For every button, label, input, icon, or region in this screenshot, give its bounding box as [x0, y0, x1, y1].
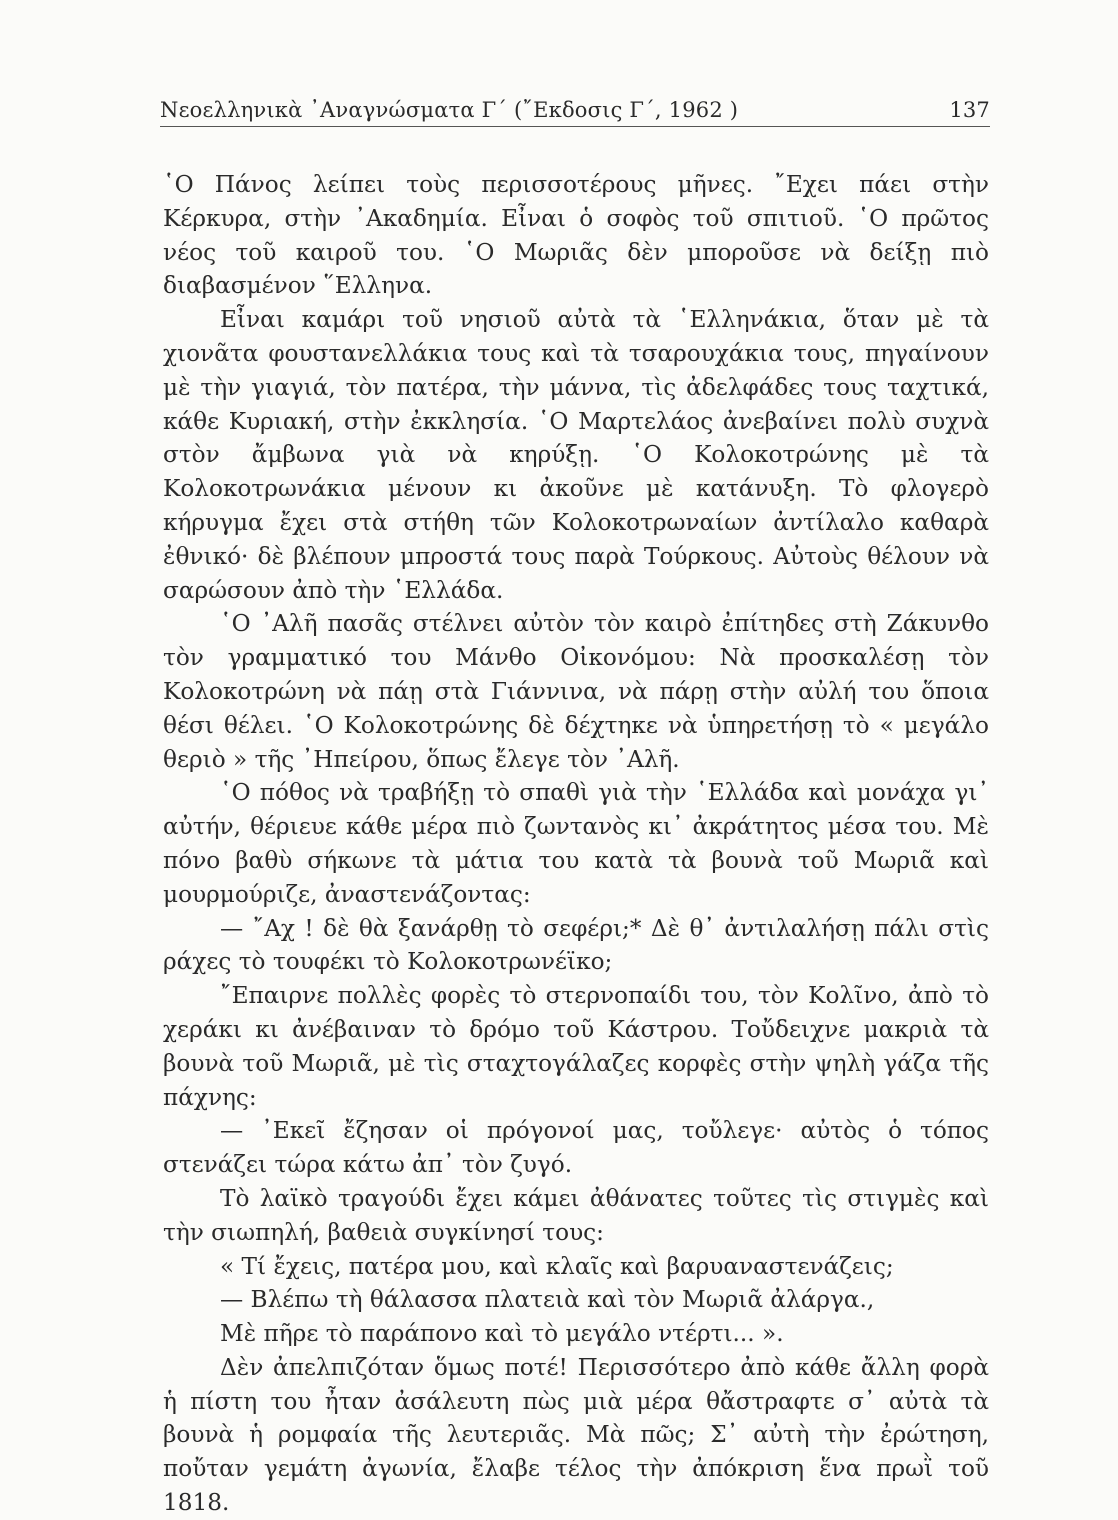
song-verse: Μὲ πῆρε τὸ παράπονο καὶ τὸ μεγάλο ντέρτι... ». [220, 1320, 784, 1348]
body-text [163, 168, 989, 1520]
page-number: 137 [949, 98, 990, 122]
dialogue-line: — ᾿Εκεῖ ἔζησαν οἱ πρόγονοί μας, τοὔλεγε· αὐτὸς ὁ τόπος στενάζει τώρα κάτω ἀπ᾿ τὸν ζυγό. [163, 1117, 989, 1179]
paragraph: ῾Ο πόθος νὰ τραβήξῃ τὸ σπαθὶ γιὰ τὴν ῾Ελλάδα καὶ μονάχα γι᾿ αὐτήν, θέριευε κάθε μέρα πιὸ ζωντανὸς κι᾿ ἀκράτητος μέσα του. Μὲ πόνο βαθὺ σήκωνε τὰ μάτια του κατὰ τὰ βουνὰ τοῦ Μωριᾶ καὶ μουρμούριζε, ἀναστενάζοντας: [163, 779, 989, 908]
paragraph: Τὸ λαϊκὸ τραγούδι ἔχει κάμει ἀθάνατες τοῦτες τὶς στιγμὲς καὶ τὴν σιωπηλή, βαθειὰ συγκίνησί τους: [163, 1184, 989, 1246]
dialogue-line: — ῎Αχ ! δὲ θὰ ξανάρθῃ τὸ σεφέρι;* Δὲ θ᾿ ἀντιλαλήσῃ πάλι στὶς ράχες τὸ τουφέκι τὸ Κολοκοτρωνέϊκο; [163, 914, 989, 976]
paragraph: ῾Ο Πάνος λείπει τοὺς περισσοτέρους μῆνες. ῎Εχει πάει στὴν Κέρκυρα, στὴν ᾿Ακαδημία. Εἶναι ὁ σοφὸς τοῦ σπιτιοῦ. ῾Ο πρῶτος νέος τοῦ καιροῦ του. ῾Ο Μωριᾶς δὲν μποροῦσε νὰ δείξῃ πιὸ διαβασμένον ῞Ελληνα. [163, 171, 989, 300]
page-header [160, 96, 990, 127]
song-verse: — Βλέπω τὴ θάλασσα πλατειὰ καὶ τὸν Μωριᾶ ἀλάργα., [220, 1286, 875, 1314]
paragraph: ῾Ο ᾿Αλῆ πασᾶς στέλνει αὐτὸν τὸν καιρὸ ἐπίτηδες στὴ Ζάκυνθο τὸν γραμματικό του Μάνθο Οἰκονόμου: Νὰ προσκαλέσῃ τὸν Κολοκοτρώνη νὰ πάῃ στὰ Γιάννινα, νὰ πάρῃ στὴν αὐλή του ὅποια θέσι θέλει. ῾Ο Κολοκοτρώνης δὲ δέχτηκε νὰ ὑπηρετήσῃ τὸ « μεγάλο θεριὸ » τῆς ᾿Ηπείρου, ὅπως ἔλεγε τὸν ᾿Αλῆ. [163, 610, 989, 773]
paragraph: Εἶναι καμάρι τοῦ νησιοῦ αὐτὰ τὰ ῾Ελληνάκια, ὅταν μὲ τὰ χιονᾶτα φουστανελλάκια τους καὶ τὰ τσαρουχάκια τους, πηγαίνουν μὲ τὴν γιαγιά, τὸν πατέρα, τὴν μάννα, τὶς ἀδελφάδες τους ταχτικά, κάθε Κυριακή, στὴν ἐκκλησία. ῾Ο Μαρτελάος ἀνεβαίνει πολὺ συχνὰ στὸν ἄμβωνα γιὰ νὰ κηρύξῃ. ῾Ο Κολοκοτρώνης μὲ τὰ Κολοκοτρωνάκια μένουν κι ἀκοῦνε μὲ κατάνυξη. Τὸ φλογερὸ κήρυγμα ἔχει στὰ στήθη τῶν Κολοκοτρωναίων ἀντίλαλο καθαρὰ ἐθνικό· δὲ βλέπουν μπροστά τους παρὰ Τούρκους. Αὐτοὺς θέλουν νὰ σαρώσουν ἀπὸ τὴν ῾Ελλάδα. [163, 306, 989, 604]
paragraph: Δὲν ἀπελπιζόταν ὅμως ποτέ! Περισσότερο ἀπὸ κάθε ἄλλη φορὰ ἡ πίστη του ἦταν ἀσάλευτη πὼς μιὰ μέρα θἄστραφτε σ᾿ αὐτὰ τὰ βουνὰ ἡ ρομφαία τῆς λευτεριᾶς. Μὰ πῶς; Σ᾿ αὐτὴ τὴν ἐρώτηση, ποὔταν γεμάτη ἀγωνία, ἔλαβε τέλος τὴν ἀπόκριση ἕνα πρωῒ τοῦ 1818. [163, 1353, 989, 1517]
running-title: Νεοελληνικὰ ᾿Αναγνώσματα Γ΄ (῎Εκδοσις Γ΄, 1962 ) [160, 98, 739, 122]
paragraph: ῎Επαιρνε πολλὲς φορὲς τὸ στερνοπαίδι του, τὸν Κολῖνο, ἀπὸ τὸ χεράκι κι ἀνέβαιναν τὸ δρόμο τοῦ Κάστρου. Τοὔδειχνε μακριὰ τὰ βουνὰ τοῦ Μωριᾶ, μὲ τὶς σταχτογάλαζες κορφὲς στὴν ψηλὴ γάζα τῆς πάχνης: [163, 982, 989, 1111]
song-verse: « Τί ἔχεις, πατέρα μου, καὶ κλαῖς καὶ βαρυαναστενάζεις; [220, 1252, 894, 1280]
